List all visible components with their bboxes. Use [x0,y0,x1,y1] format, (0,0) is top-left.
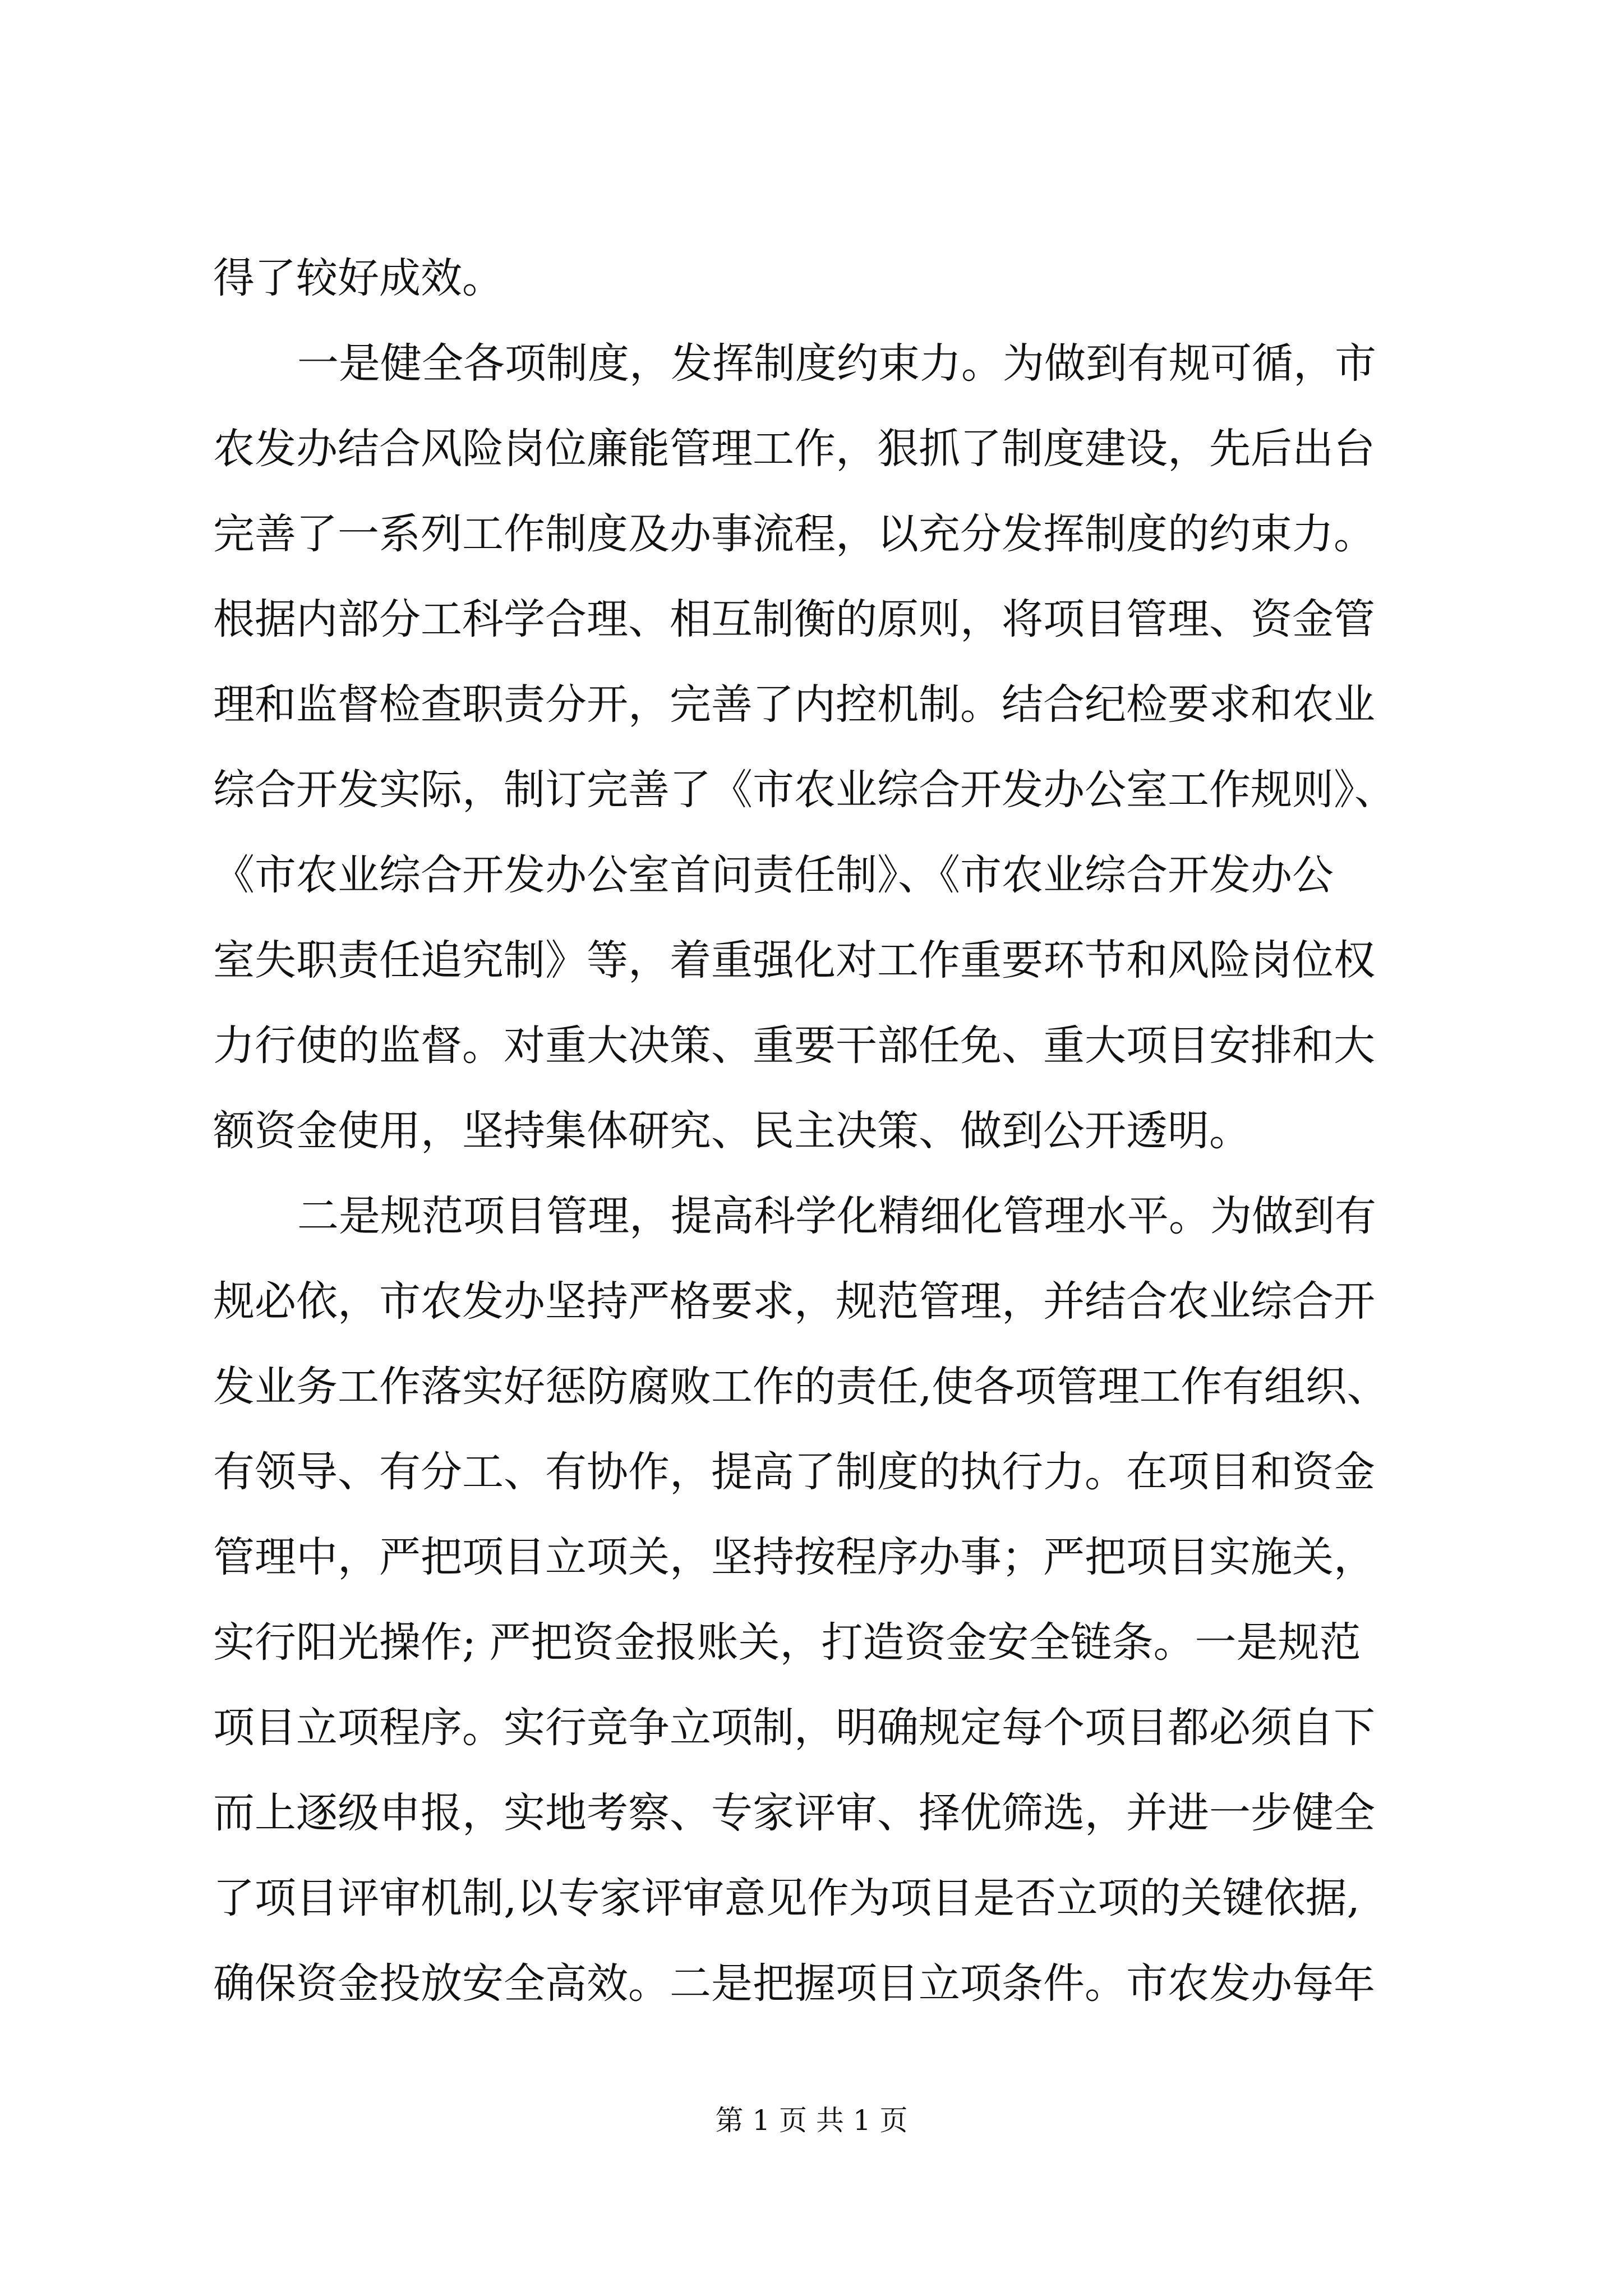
text-line: 综合开发实际，制订完善了《市农业综合开发办公室工作规则》、 [213,766,1396,814]
text-line: 了项目评审机制,以专家评审意见作为项目是否立项的关键依据, [213,1874,1361,1922]
text-line: 发业务工作落实好惩防腐败工作的责任,使各项管理工作有组织、 [213,1363,1389,1411]
text-line: 完善了一系列工作制度及办事流程，以充分发挥制度的约束力。 [213,510,1375,558]
text-line: 农发办结合风险岗位廉能管理工作，狠抓了制度建设，先后出台 [213,425,1375,473]
text-line: 得了较好成效。 [213,254,504,302]
document-body [213,236,1419,2026]
paragraph-start-line: 二是规范项目管理，提高科学化精细化管理水平。为做到有 [297,1192,1376,1240]
text-line: 而上逐级申报，实地考察、专家评审、择优筛选，并进一步健全 [213,1789,1375,1837]
text-line: 额资金使用，坚持集体研究、民主决策、做到公开透明。 [213,1107,1251,1155]
text-line: 理和监督检查职责分开，完善了内控机制。结合纪检要求和农业 [213,680,1375,729]
page-footer: 第 1 页 共 1 页 [715,2104,908,2137]
text-line: 项目立项程序。实行竞争立项制，明确规定每个项目都必须自下 [213,1704,1375,1752]
text-line: 确保资金投放安全高效。二是把握项目立项条件。市农发办每年 [213,1959,1375,2008]
text-line: 《市农业综合开发办公室首问责任制》、《市农业综合开发办公 [213,851,1334,899]
text-line: 实行阳光操作; 严把资金报账关，打造资金安全链条。一是规范 [213,1618,1361,1667]
paragraph-start-line: 一是健全各项制度，发挥制度约束力。为做到有规可循，市 [297,339,1376,388]
text-line: 规必依，市农发办坚持严格要求，规范管理，并结合农业综合开 [213,1277,1375,1326]
text-line: 管理中，严把项目立项关，坚持按程序办事；严把项目实施关， [213,1533,1375,1581]
text-line: 力行使的监督。对重大决策、重要干部任免、重大项目安排和大 [213,1022,1375,1070]
text-line: 室失职责任追究制》等，着重强化对工作重要环节和风险岗位权 [213,936,1375,984]
text-line: 有领导、有分工、有协作，提高了制度的执行力。在项目和资金 [213,1448,1375,1496]
text-line: 根据内部分工科学合理、相互制衡的原则，将项目管理、资金管 [213,595,1375,643]
